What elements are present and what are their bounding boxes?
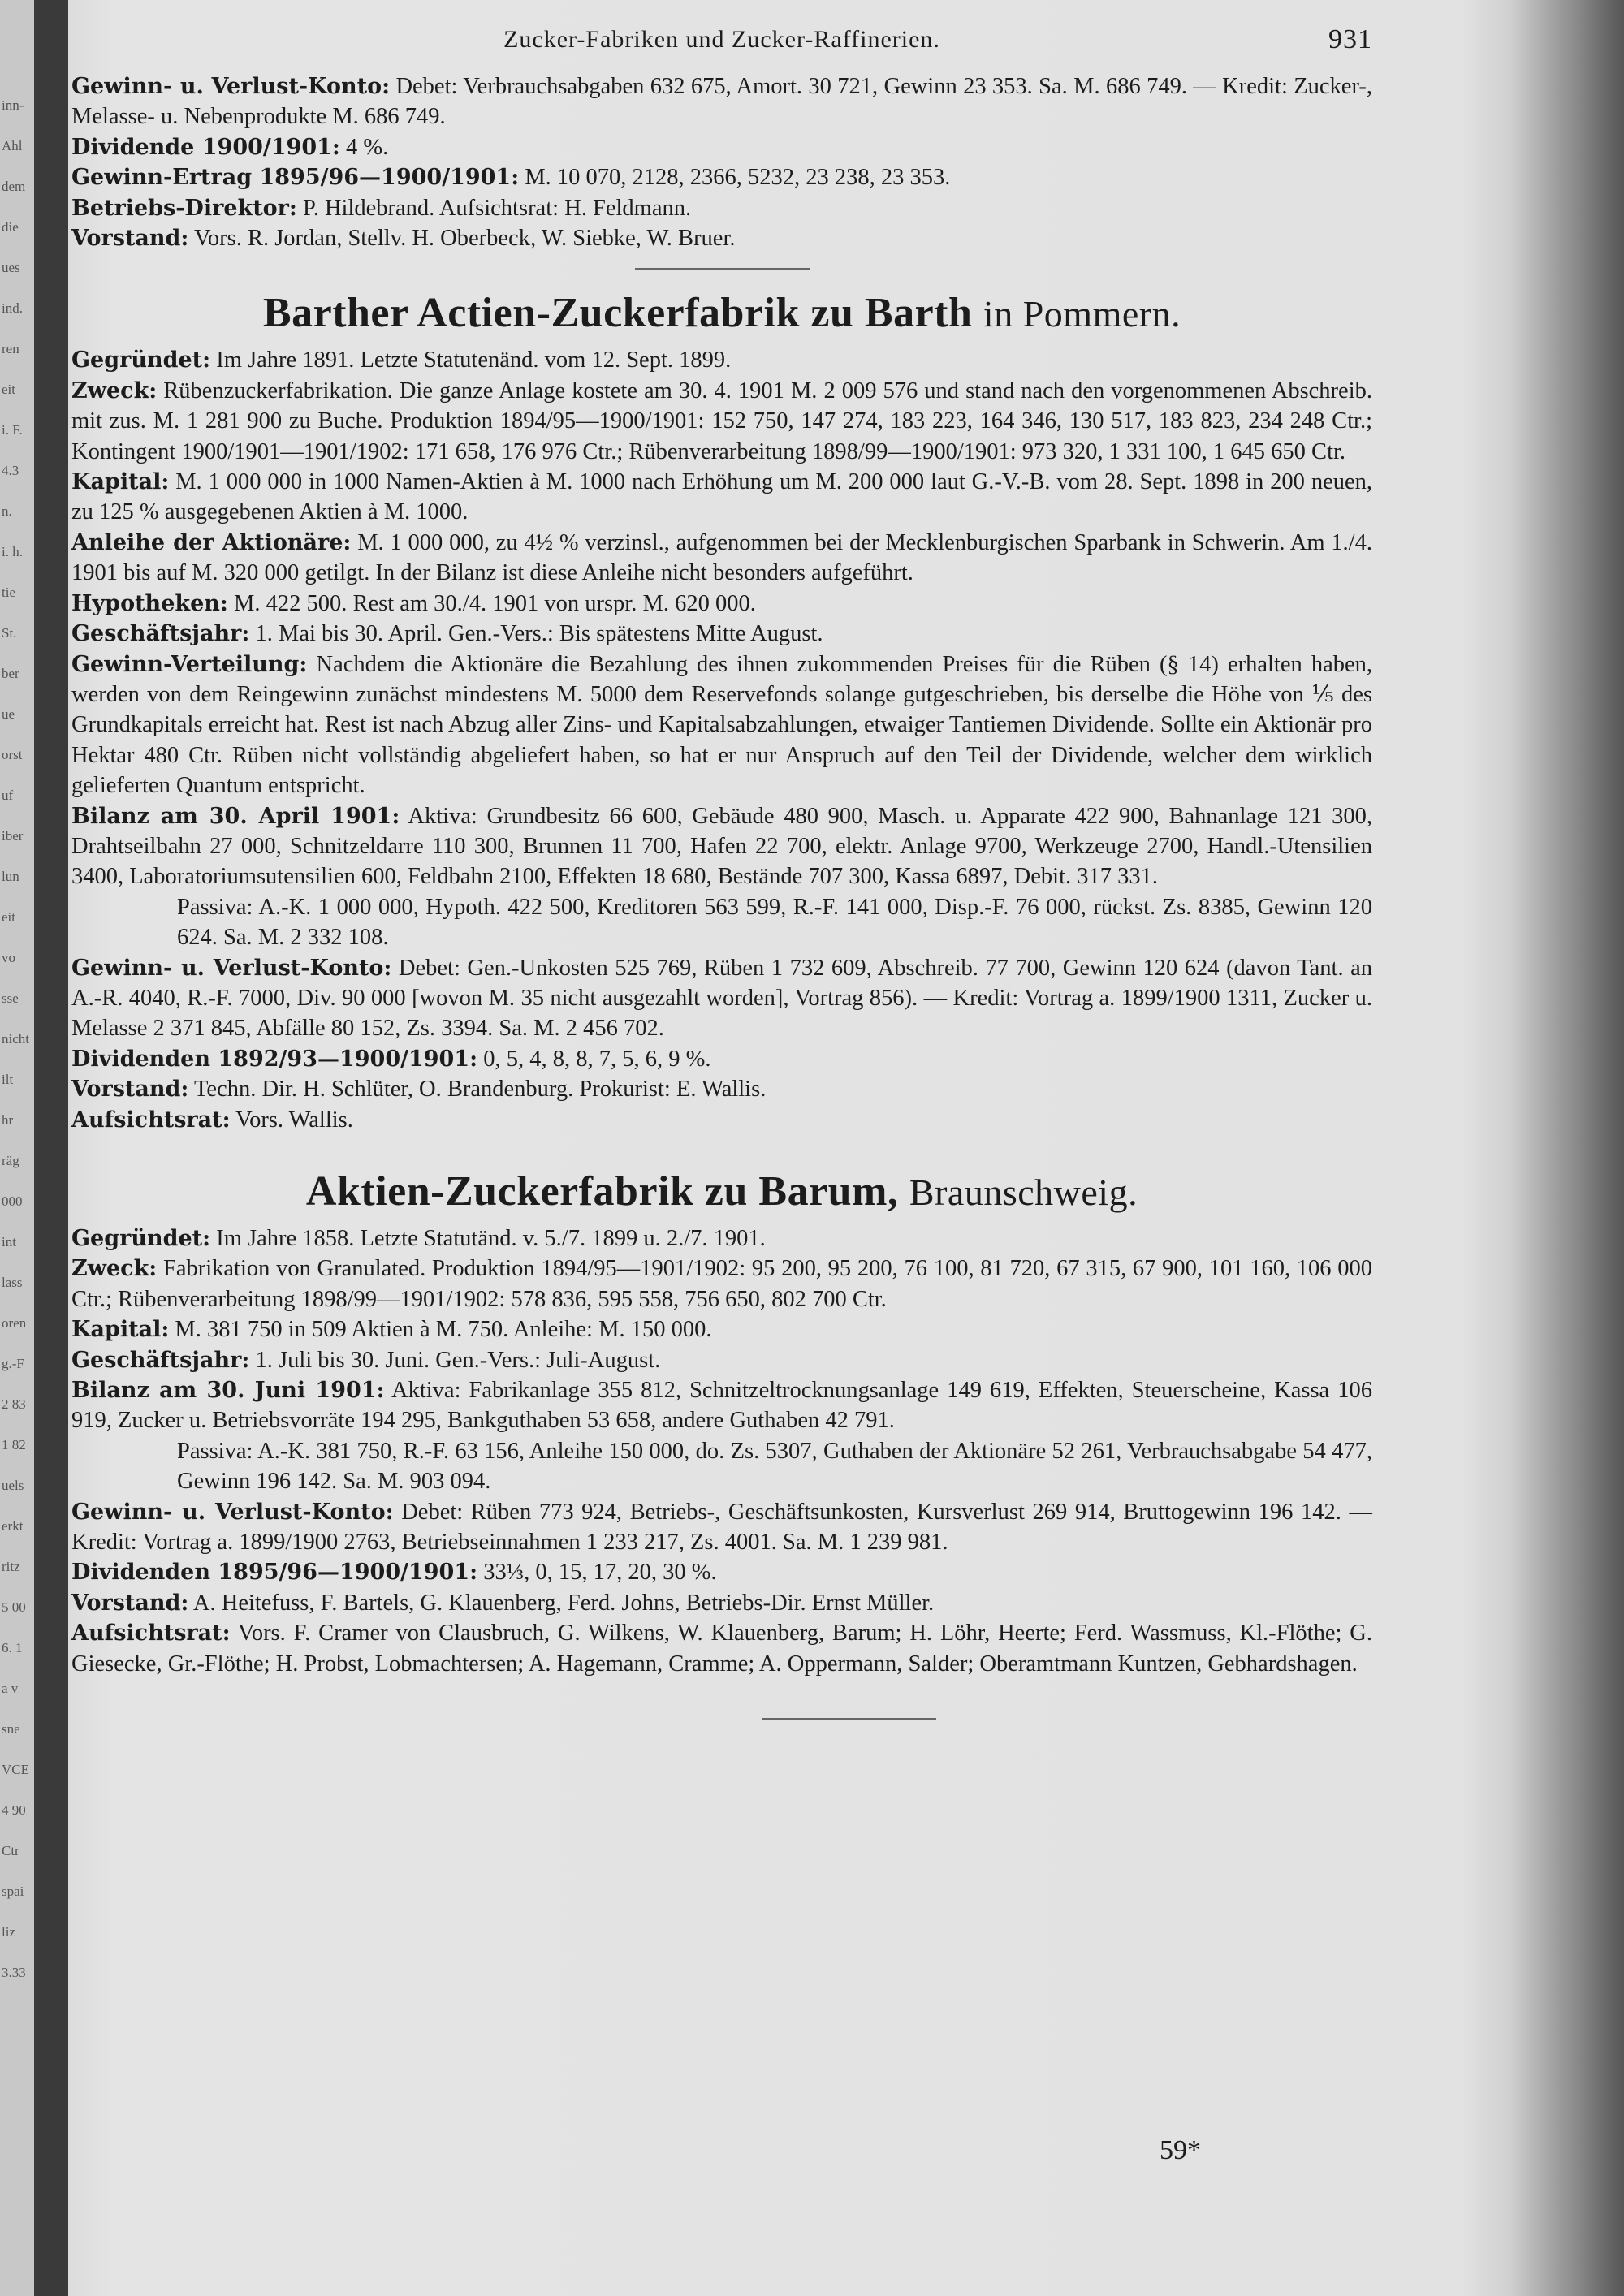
field-label: Kapital: [71, 469, 170, 495]
page-number: 931 [1328, 24, 1372, 54]
entry-field [71, 1497, 1372, 1558]
entry-field [71, 345, 1372, 375]
field-text: 33⅓, 0, 15, 17, 20, 30 %. [477, 1560, 717, 1586]
margin-fragment: sse [2, 990, 19, 1006]
margin-fragment: 6. 1 [2, 1640, 23, 1655]
margin-fragment: n. [2, 503, 12, 519]
margin-fragment: 1 82 [2, 1437, 26, 1452]
field-label: Bilanz am 30. Juni 1901: [71, 1378, 385, 1404]
field-text: Aktiva: Fabrikanlage 355 812, Schnitzeltrocknungsanlage 149 619, Effekten, Steuerscheine, Kassa 106 919, Zucker u. Betriebsvorräte 194 295, Bankguthaben 53 658, andere Guthaben 42 791. [71, 1378, 1372, 1434]
entry-field [71, 376, 1372, 467]
field-label: Geschäftsjahr: [71, 1347, 250, 1373]
margin-fragment: spai [2, 1884, 24, 1899]
field-label: Zweck: [71, 378, 158, 404]
field-label: Gewinn- u. Verlust-Konto: [71, 955, 392, 981]
entry-field [71, 1436, 1372, 1497]
margin-fragment: sne [2, 1721, 20, 1737]
field-label: Gewinn-Ertrag 1895/96—1900/1901: [71, 165, 520, 191]
section-divider [635, 268, 810, 270]
field-label: Vorstand: [71, 226, 189, 252]
facing-page-margin [0, 0, 34, 2296]
margin-fragment: eit [2, 909, 15, 925]
margin-fragment: ind. [2, 300, 23, 316]
firm-title-barth [71, 287, 1372, 340]
entry-field [71, 1224, 1372, 1254]
entry-field [71, 1105, 1372, 1135]
field-text: Debet: Gen.-Unkosten 525 769, Rüben 1 732 609, Abschreib. 77 700, Gewinn 120 624 (davon Tant. an A.-R. 4040, R.-F. 7000, Div. 90 000 [wovon M. 35 nicht ausgezahlt worden], Vortrag 856). — Kredit: Vortrag a. 1899/1900 1311, Zucker u. Melasse 2 371 845, Abfälle 80 152, Zs. 3394. Sa. M. 2 456 702. [71, 955, 1372, 1042]
margin-fragment: ue [2, 706, 15, 722]
entry-field [71, 162, 1372, 192]
margin-fragment: orst [2, 747, 23, 762]
margin-fragment: nicht [2, 1031, 29, 1047]
entry-field [71, 1314, 1372, 1344]
firm-name: Barther Actien-Zuckerfabrik zu Barth [262, 290, 973, 337]
field-text: Fabrikation von Granulated. Produktion 1894/95—1901/1902: 95 200, 95 200, 76 100, 81 720, 67 315, 67 900, 101 160, 106 000 Ctr.; Rübenverarbeitung 1898/99—1901/1902: 578 836, 595 558, 756 650, 802 700 Ctr. [71, 1256, 1372, 1312]
page-content [71, 24, 1372, 1720]
running-head [71, 24, 1372, 71]
field-text: Passiva: A.-K. 381 750, R.-F. 63 156, Anleihe 150 000, do. Zs. 5307, Guthaben der Aktionäre 52 261, Verbrauchsabgabe 54 477, Gewinn 196 142. Sa. M. 903 094. [177, 1438, 1372, 1495]
entry-field [71, 892, 1372, 953]
margin-fragment: 2 83 [2, 1396, 26, 1412]
margin-fragment: tie [2, 585, 15, 600]
entry-field [71, 193, 1372, 223]
entry-field [71, 1588, 1372, 1618]
field-label: Vorstand: [71, 1590, 189, 1616]
entry-field [71, 1074, 1372, 1104]
entry-field [71, 1254, 1372, 1314]
margin-fragment: g.-F [2, 1356, 24, 1371]
margin-fragment: Ctr [2, 1843, 19, 1858]
field-text: Nachdem die Aktionäre die Bezahlung des ihnen zukommenden Preises für die Rüben (§ 14) erhalten haben, werden von dem Reingewinn zunächst mindestens M. 5000 dem Reservefonds solange gutgeschrieben, bis derselbe die Höhe von ⅕ des Grundkapitals erreicht hat. Rest ist nach Abzug aller Zins- und Kapitalsabzahlungen, etwaiger Tantiemen Dividende. Sollte ein Aktionär pro Hektar 480 Ctr. Rüben nicht vollständig abgeliefert haben, so hat er nur Anspruch auf den Teil der Dividende, welcher dem wirklich gelieferten Quantum entspricht. [71, 651, 1372, 799]
field-label: Aufsichtsrat: [71, 1107, 231, 1133]
firm-entry-barth [71, 345, 1372, 1135]
section-divider [762, 1718, 936, 1720]
entry-field [71, 801, 1372, 892]
field-text: M. 381 750 in 509 Aktien à M. 750. Anleihe: M. 150 000. [169, 1317, 712, 1343]
margin-fragment: uf [2, 788, 14, 803]
margin-fragment: die [2, 219, 19, 235]
margin-fragment: Ahl [2, 138, 23, 153]
margin-fragment: eit [2, 382, 15, 397]
book-spine [34, 0, 68, 2296]
field-text: Passiva: A.-K. 1 000 000, Hypoth. 422 500, Kreditoren 563 599, R.-F. 141 000, Disp.-F. 76 000, rückst. Zs. 8385, Gewinn 120 624. Sa. M. 2 332 108. [177, 894, 1372, 951]
margin-fragment: dem [2, 179, 26, 194]
entry-field [71, 467, 1372, 528]
field-label: Gewinn-Verteilung: [71, 651, 308, 677]
field-label: Zweck: [71, 1256, 158, 1282]
firm-place: Braunschweig. [909, 1172, 1138, 1213]
margin-fragment: liz [2, 1924, 15, 1940]
margin-fragment: räg [2, 1153, 19, 1168]
margin-fragment: erkt [2, 1518, 24, 1534]
field-text: 1. Juli bis 30. Juni. Gen.-Vers.: Juli-August. [249, 1347, 661, 1373]
field-label: Geschäftsjahr: [71, 621, 250, 647]
field-label: Vorstand: [71, 1077, 189, 1103]
margin-fragment: ber [2, 666, 19, 681]
margin-fragment: 4.3 [2, 463, 19, 478]
margin-fragment: a v [2, 1681, 19, 1696]
running-head-title: Zucker-Fabriken und Zucker-Raffinerien. [503, 26, 940, 53]
margin-fragment: uels [2, 1478, 24, 1493]
field-text: 0, 5, 4, 8, 8, 7, 5, 6, 9 %. [477, 1046, 711, 1072]
margin-fragment: inn- [2, 97, 24, 113]
field-label: Anleihe der Aktionäre: [71, 529, 352, 555]
field-text: Im Jahre 1891. Letzte Statutenänd. vom 12. Sept. 1899. [210, 347, 732, 373]
field-text: 4 %. [339, 134, 389, 160]
firm-name: Aktien-Zuckerfabrik zu Barum, [305, 1168, 899, 1215]
field-label: Dividenden 1892/93—1900/1901: [71, 1046, 478, 1072]
field-text: Techn. Dir. H. Schlüter, O. Brandenburg. Prokurist: E. Wallis. [188, 1077, 767, 1103]
margin-fragment: lun [2, 869, 19, 884]
entry-field [71, 589, 1372, 619]
margin-fragment: i. h. [2, 544, 23, 559]
margin-fragment: 5 00 [2, 1599, 26, 1615]
field-label: Gegründet: [71, 1226, 211, 1251]
margin-fragment: 3.33 [2, 1965, 26, 1980]
entry-field [71, 132, 1372, 162]
field-text: M. 1 000 000 in 1000 Namen-Aktien à M. 1000 nach Erhöhung um M. 200 000 laut G.-V.-B. vom 28. Sept. 1898 in 200 neuen, zu 125 % ausgegebenen Aktien à M. 1000. [71, 469, 1372, 525]
entry-field [71, 223, 1372, 253]
margin-fragment: 4 90 [2, 1802, 26, 1818]
field-text: M. 422 500. Rest am 30./4. 1901 von urspr. M. 620 000. [227, 590, 756, 616]
margin-fragment: 000 [2, 1193, 23, 1209]
entry-field [71, 71, 1372, 132]
signature-mark: 59* [1160, 2135, 1201, 2165]
margin-fragment: vo [2, 950, 15, 965]
field-text: 1. Mai bis 30. April. Gen.-Vers.: Bis spätestens Mitte August. [249, 621, 823, 647]
field-text: M. 1 000 000, zu 4½ % verzinsl., aufgenommen bei der Mecklenburgischen Sparbank in Schwerin. Am 1./4. 1901 bis auf M. 320 000 getilgt. In der Bilanz ist diese Anleihe nicht besonders aufgeführt. [71, 529, 1372, 586]
field-text: Vors. Wallis. [230, 1107, 353, 1133]
entry-field [71, 528, 1372, 589]
field-text: Vors. F. Cramer von Clausbruch, G. Wilkens, W. Klauenberg, Barum; H. Löhr, Heerte; Ferd. Wassmuss, Kl.-Flöthe; G. Giesecke, Gr.-Flöthe; H. Probst, Lobmachtersen; A. Hagemann, Cramme; A. Oppermann, Salder; Oberamtmann Kuntzen, Gebhardshagen. [71, 1621, 1372, 1677]
margin-fragment: ues [2, 260, 20, 275]
field-label: Hypotheken: [71, 590, 228, 616]
margin-fragment: oren [2, 1315, 27, 1331]
field-text: Aktiva: Grundbesitz 66 600, Gebäude 480 900, Masch. u. Apparate 422 900, Bahnanlage 121 300, Drahtseilbahn 27 000, Schnitzeldarre 110 300, Brunnen 11 700, Hafen 22 700, elektr. Anlage 9700, Werkzeuge 2700, Handl.-Utensilien 3400, Laboratoriumsutensilien 600, Feldbahn 2100, Effekten 18 680, Bestände 707 300, Kassa 6897, Debit. 317 331. [71, 803, 1372, 890]
field-text: M. 10 070, 2128, 2366, 5232, 23 238, 23 353. [519, 165, 951, 191]
margin-fragment: i. F. [2, 422, 23, 438]
firm-place: in Pommern. [983, 293, 1181, 335]
page-edge-shadow [1510, 0, 1624, 2296]
field-text: Debet: Verbrauchsabgaben 632 675, Amort. 30 721, Gewinn 23 353. Sa. M. 686 749. — Kredit: Zucker-, Melasse- u. Nebenprodukte M. 686 749. [71, 74, 1372, 130]
field-label: Dividenden 1895/96—1900/1901: [71, 1560, 478, 1586]
entry-field [71, 1557, 1372, 1587]
firm-entry-barum [71, 1224, 1372, 1679]
entry-field [71, 1044, 1372, 1074]
field-text: Vors. R. Jordan, Stellv. H. Oberbeck, W. Siebke, W. Bruer. [188, 226, 736, 252]
field-label: Kapital: [71, 1317, 170, 1343]
entry-field [71, 1618, 1372, 1679]
entry-field [71, 1375, 1372, 1436]
field-label: Aufsichtsrat: [71, 1621, 231, 1646]
field-text: Debet: Rüben 773 924, Betriebs-, Geschäftsunkosten, Kursverlust 269 914, Bruttogewinn 196 142. — Kredit: Vortrag a. 1899/1900 2763, Betriebseinnahmen 1 233 217, Zs. 4001. Sa. M. 1 239 981. [71, 1499, 1372, 1556]
field-label: Gewinn- u. Verlust-Konto: [71, 1499, 394, 1525]
margin-fragment: ilt [2, 1072, 14, 1087]
field-label: Dividende 1900/1901: [71, 134, 340, 160]
field-text: Rübenzuckerfabrikation. Die ganze Anlage kostete am 30. 4. 1901 M. 2 009 576 und stand nach den vorgenommenen Abschreib. mit zus. M. 1 281 900 zu Buche. Produktion 1894/95—1900/1901: 152 750, 147 274, 183 223, 164 346, 130 517, 183 823, 234 248 Ctr.; Kontingent 1900/1901—1901/1902: 171 658, 176 976 Ctr.; Rübenverarbeitung 1898/99—1900/1901: 973 320, 1 331 100, 1 645 650 Ctr. [71, 378, 1372, 464]
margin-fragment: hr [2, 1112, 14, 1128]
margin-fragment: VCE [2, 1762, 29, 1777]
margin-fragment: ritz [2, 1559, 20, 1574]
field-label: Bilanz am 30. April 1901: [71, 803, 400, 829]
margin-fragment: lass [2, 1275, 23, 1290]
intro-entry [71, 71, 1372, 253]
margin-fragment: int [2, 1234, 16, 1249]
entry-field [71, 953, 1372, 1044]
field-label: Gegründet: [71, 347, 211, 373]
field-text: P. Hildebrand. Aufsichtsrat: H. Feldmann. [296, 195, 692, 221]
field-text: Im Jahre 1858. Letzte Statutänd. v. 5./7. 1899 u. 2./7. 1901. [210, 1226, 766, 1251]
entry-field [71, 619, 1372, 649]
field-label: Gewinn- u. Verlust-Konto: [71, 74, 391, 99]
margin-fragment: ren [2, 341, 19, 356]
firm-title-barum [71, 1166, 1372, 1219]
entry-field [71, 1345, 1372, 1375]
entry-field [71, 650, 1372, 801]
field-text: A. Heitefuss, F. Bartels, G. Klauenberg, Ferd. Johns, Betriebs-Dir. Ernst Müller. [188, 1590, 935, 1616]
margin-fragment: St. [2, 625, 17, 641]
field-label: Betriebs-Direktor: [71, 195, 297, 221]
margin-fragment: iber [2, 828, 24, 844]
